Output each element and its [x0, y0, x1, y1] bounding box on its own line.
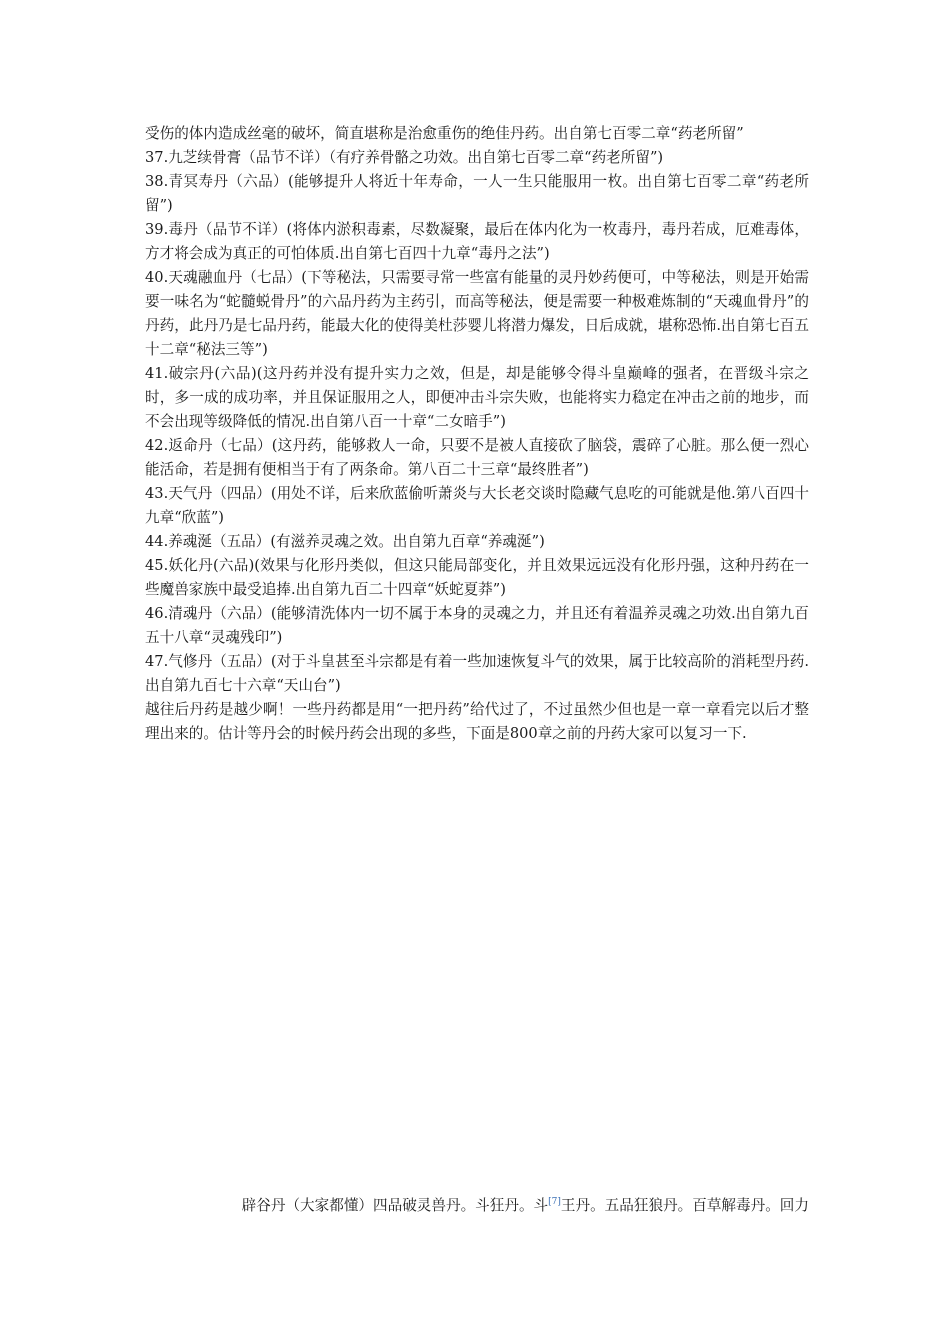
list-item-42: 42.返命丹（七品）(这丹药，能够救人一命，只要不是被人直接砍了脑袋，震碎了心脏。那么便一烈心能活命，若是拥有便相当于有了两条命。第八百二十三章“最终胜者”): [145, 437, 809, 478]
list-item-45: 45.妖化丹(六品)(效果与化形丹类似，但这只能局部变化，并且效果远远没有化形丹强，这种丹药在一些魔兽家族中最受追捧.出自第九百二十四章“妖蛇夏莽”): [145, 557, 809, 598]
list-item-47: 47.气修丹（五品）(对于斗皇甚至斗宗都是有着一些加速恢复斗气的效果，属于比较高阶的消耗型丹药.出自第九百七十六章“天山台”): [145, 653, 809, 694]
next-section-text-end: 王丹。五品狂狼丹。百草解毒丹。回力: [560, 1197, 809, 1214]
list-item-38: 38.青冥寿丹（六品）(能够提升人将近十年寿命，一人一生只能服用一枚。出自第七百零二章“药老所留”): [145, 173, 809, 214]
closing-note: 越往后丹药是越少啊！一些丹药都是用“一把丹药”给代过了，不过虽然少但也是一章一章看完以后才整理出来的。估计等丹会的时候丹药会出现的多些，下面是800章之前的丹药大家可以复习一下.: [145, 701, 809, 742]
document-body: [145, 122, 809, 746]
list-item-40: 40.天魂融血丹（七品）(下等秘法，只需要寻常一些富有能量的灵丹妙药便可，中等秘法，则是开始需要一味名为“蛇髓蜕骨丹”的六品丹药为主药引，而高等秘法，便是需要一种极难炼制的“天魂血骨丹”的丹药，此丹乃是七品丹药，能最大化的使得美杜莎婴儿将潜力爆发，日后成就，堪称恐怖.出自第七百五十二章“秘法三等”): [145, 269, 809, 358]
footnote-link[interactable]: [7]: [548, 1197, 561, 1208]
list-item-43: 43.天气丹（四品）(用处不详，后来欣蓝偷听萧炎与大长老交谈时隐藏气息吃的可能就是他.第八百四十九章“欣蓝”): [145, 485, 809, 526]
list-item-46: 46.清魂丹（六品）(能够清洗体内一切不属于本身的灵魂之力，并且还有着温养灵魂之功效.出自第九百五十八章“灵魂残印”): [145, 605, 809, 646]
list-item-39: 39.毒丹（品节不详）(将体内淤积毒素，尽数凝聚，最后在体内化为一枚毒丹，毒丹若成，厄难毒体，方才将会成为真正的可怕体质.出自第七百四十九章“毒丹之法”): [145, 221, 809, 262]
next-section-line: [145, 1194, 809, 1218]
next-section-text-start: 辟谷丹（大家都懂）四品破灵兽丹。斗狂丹。斗: [241, 1197, 549, 1214]
list-item-41: 41.破宗丹(六品)(这丹药并没有提升实力之效，但是，却是能够令得斗皇巅峰的强者，在晋级斗宗之时，多一成的成功率，并且保证服用之人，即便冲击斗宗失败，也能将实力稳定在冲击之前的地步，而不会出现等级降低的情况.出自第八百一十章“二女暗手”): [145, 365, 809, 430]
list-item-44: 44.养魂涎（五品）(有滋养灵魂之效。出自第九百章“养魂涎”): [145, 533, 545, 550]
paragraph-continuation: 受伤的体内造成丝毫的破坏，简直堪称是治愈重伤的绝佳丹药。出自第七百零二章“药老所留”: [145, 125, 744, 142]
list-item-37: 37.九芝续骨膏（品节不详）（有疗养骨骼之功效。出自第七百零二章“药老所留”): [145, 149, 664, 166]
